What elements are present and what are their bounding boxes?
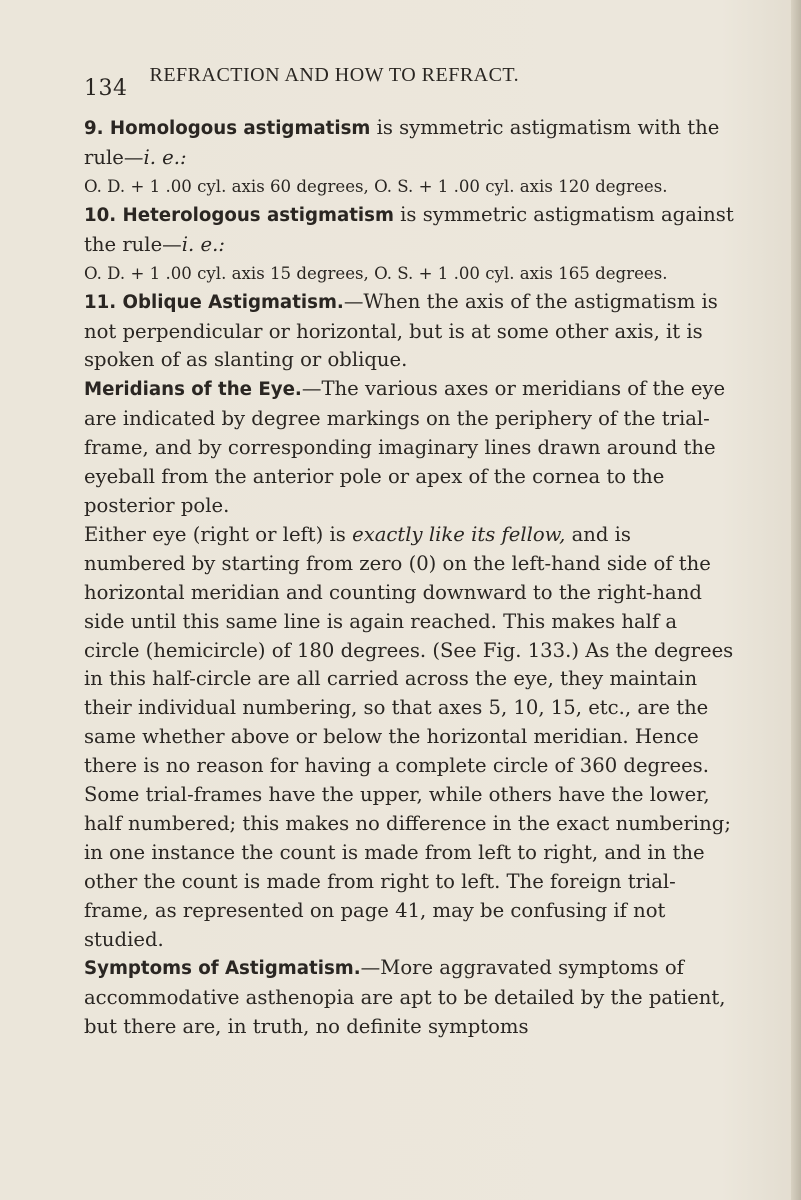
page-body	[84, 114, 736, 1042]
paragraph-meridians	[84, 375, 736, 521]
paragraph-homologous	[84, 114, 736, 173]
heading-oblique: 11. Oblique Astigmatism.	[84, 291, 344, 313]
example-heterologous: O. D. + 1 .00 cyl. axis 15 degrees, O. S. + 1 .00 cyl. axis 165 degrees.	[84, 263, 668, 283]
ie-heterologous: i. e.:	[181, 232, 225, 256]
running-header	[84, 62, 764, 101]
text-oblique: —When the axis of the astigmatism is not perpendicular or horizontal, but is at some other axis, it is spoken of as slanting or oblique.	[84, 289, 718, 372]
paragraph-symptoms	[84, 954, 736, 1042]
example-homologous: O. D. + 1 .00 cyl. axis 60 degrees, O. S. + 1 .00 cyl. axis 120 degrees.	[84, 176, 668, 196]
running-head-title: REFRACTION AND HOW TO REFRACT.	[149, 64, 520, 86]
italic-exactly-like: exactly like its fellow,	[352, 522, 566, 546]
page-edge	[791, 0, 801, 1200]
text-either-a: Either eye (right or left) is	[84, 522, 353, 546]
text-heterologous: is symmetric astigmatism against the rule—	[84, 202, 734, 256]
text-meridians: —The various axes or meridians of the eye are indicated by degree markings on the periphery of the trial-frame, and by corresponding imaginary lines drawn around the eyeball from the anterior pole or apex of the cornea to the posterior pole.	[84, 377, 726, 517]
heading-heterologous: 10. Heterologous astigmatism	[84, 204, 394, 226]
text-symptoms: —More aggravated symptoms of accommodative asthenopia are apt to be detailed by the patient, but there are, in truth, no definite symptoms	[84, 956, 726, 1039]
paragraph-oblique	[84, 288, 736, 376]
heading-meridians: Meridians of the Eye.	[84, 379, 302, 401]
page-number: 134	[84, 76, 128, 101]
ie-homologous: i. e.:	[143, 145, 187, 169]
heading-symptoms: Symptoms of Astigmatism.	[84, 958, 361, 980]
paragraph-either-eye	[84, 521, 736, 955]
text-either-b: and is numbered by starting from zero (0) on the left-hand side of the horizontal meridian and counting downward to the right-hand side until this same line is again reached. This makes half a circle (hemicircle) of 180 degrees. (See Fig. 133.) As the degrees in this half-circle are all carried across the eye, they maintain their individual numbering, so that axes 5, 10, 15, etc., are the same whether above or below the horizontal meridian. Hence there is no reason for having a complete circle of 360 degrees. Some trial-frames have the upper, while others have the lower, half numbered; this makes no difference in the exact numbering; in one instance the count is made from left to right, and in the other the count is made from right to left. The foreign trial-frame, as represented on page 41, may be confusing if not studied.	[84, 522, 734, 951]
paragraph-heterologous	[84, 201, 736, 260]
text-homologous: is symmetric astigmatism with the rule—	[84, 116, 720, 169]
heading-homologous: 9. Homologous astigmatism	[84, 118, 371, 139]
